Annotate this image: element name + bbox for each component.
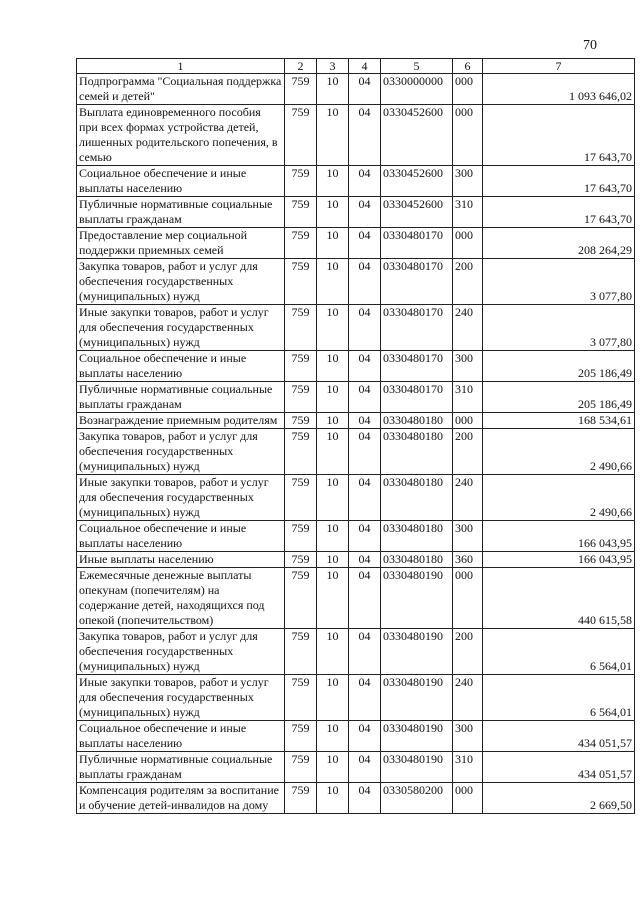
row-code-6: 310 xyxy=(453,197,483,228)
row-code-3: 10 xyxy=(317,429,349,475)
row-code-3: 10 xyxy=(317,74,349,105)
row-code-2: 759 xyxy=(285,197,317,228)
row-code-5: 0330480170 xyxy=(381,382,453,413)
row-code-4: 04 xyxy=(349,568,381,629)
row-code-2: 759 xyxy=(285,629,317,675)
row-name: Публичные нормативные социальные выплаты гражданам xyxy=(77,752,285,783)
header-col-3: 3 xyxy=(317,59,349,74)
row-amount: 208 264,29 xyxy=(483,228,635,259)
row-amount: 1 093 646,02 xyxy=(483,74,635,105)
row-amount: 2 490,66 xyxy=(483,429,635,475)
row-code-3: 10 xyxy=(317,228,349,259)
row-code-3: 10 xyxy=(317,382,349,413)
row-code-5: 0330480190 xyxy=(381,629,453,675)
row-code-5: 0330480190 xyxy=(381,752,453,783)
row-code-5: 0330452600 xyxy=(381,166,453,197)
table-row xyxy=(77,429,635,475)
page-number: 70 xyxy=(583,38,597,53)
row-code-3: 10 xyxy=(317,105,349,166)
row-amount: 205 186,49 xyxy=(483,382,635,413)
row-code-2: 759 xyxy=(285,552,317,568)
header-col-2: 2 xyxy=(285,59,317,74)
row-code-5: 0330000000 xyxy=(381,74,453,105)
row-name: Социальное обеспечение и иные выплаты населению xyxy=(77,166,285,197)
row-code-2: 759 xyxy=(285,521,317,552)
row-code-5: 0330480180 xyxy=(381,413,453,429)
row-code-3: 10 xyxy=(317,752,349,783)
row-code-3: 10 xyxy=(317,259,349,305)
row-name: Выплата единовременного пособия при всех формах устройства детей, лишенных родительского попечения, в семью xyxy=(77,105,285,166)
row-amount: 17 643,70 xyxy=(483,197,635,228)
row-name: Иные выплаты населению xyxy=(77,552,285,568)
row-code-2: 759 xyxy=(285,413,317,429)
row-code-6: 240 xyxy=(453,475,483,521)
row-code-6: 200 xyxy=(453,429,483,475)
row-amount: 166 043,95 xyxy=(483,521,635,552)
row-code-6: 000 xyxy=(453,228,483,259)
row-code-3: 10 xyxy=(317,305,349,351)
row-amount: 2 669,50 xyxy=(483,783,635,814)
table-row xyxy=(77,413,635,429)
row-code-6: 200 xyxy=(453,259,483,305)
row-code-6: 000 xyxy=(453,413,483,429)
row-name: Закупка товаров, работ и услуг для обеспечения государственных (муниципальных) нужд xyxy=(77,259,285,305)
row-code-6: 000 xyxy=(453,568,483,629)
row-amount: 434 051,57 xyxy=(483,721,635,752)
table-row xyxy=(77,228,635,259)
row-code-5: 0330480170 xyxy=(381,351,453,382)
row-code-6: 300 xyxy=(453,721,483,752)
row-code-2: 759 xyxy=(285,783,317,814)
row-amount: 17 643,70 xyxy=(483,105,635,166)
row-code-2: 759 xyxy=(285,721,317,752)
row-code-3: 10 xyxy=(317,552,349,568)
row-code-4: 04 xyxy=(349,721,381,752)
row-code-4: 04 xyxy=(349,413,381,429)
row-amount: 205 186,49 xyxy=(483,351,635,382)
row-code-2: 759 xyxy=(285,475,317,521)
row-amount: 6 564,01 xyxy=(483,629,635,675)
table-row xyxy=(77,552,635,568)
table-header-row xyxy=(77,59,635,74)
row-code-3: 10 xyxy=(317,197,349,228)
row-code-4: 04 xyxy=(349,228,381,259)
row-code-3: 10 xyxy=(317,166,349,197)
table-row xyxy=(77,105,635,166)
table-row xyxy=(77,783,635,814)
row-code-3: 10 xyxy=(317,475,349,521)
row-code-3: 10 xyxy=(317,351,349,382)
row-code-2: 759 xyxy=(285,228,317,259)
table-row xyxy=(77,568,635,629)
row-code-4: 04 xyxy=(349,382,381,413)
row-code-5: 0330480190 xyxy=(381,721,453,752)
row-name: Закупка товаров, работ и услуг для обеспечения государственных (муниципальных) нужд xyxy=(77,429,285,475)
header-col-4: 4 xyxy=(349,59,381,74)
table-row xyxy=(77,166,635,197)
row-amount: 6 564,01 xyxy=(483,675,635,721)
header-col-1: 1 xyxy=(77,59,285,74)
row-code-3: 10 xyxy=(317,568,349,629)
header-col-5: 5 xyxy=(381,59,453,74)
row-code-4: 04 xyxy=(349,675,381,721)
row-name: Социальное обеспечение и иные выплаты населению xyxy=(77,351,285,382)
row-amount: 440 615,58 xyxy=(483,568,635,629)
row-code-3: 10 xyxy=(317,675,349,721)
table-row xyxy=(77,197,635,228)
row-code-4: 04 xyxy=(349,351,381,382)
row-code-5: 0330480170 xyxy=(381,305,453,351)
row-code-4: 04 xyxy=(349,521,381,552)
row-code-5: 0330580200 xyxy=(381,783,453,814)
row-code-4: 04 xyxy=(349,74,381,105)
row-code-5: 0330480190 xyxy=(381,675,453,721)
row-code-5: 0330480180 xyxy=(381,475,453,521)
row-amount: 166 043,95 xyxy=(483,552,635,568)
row-code-4: 04 xyxy=(349,629,381,675)
row-code-2: 759 xyxy=(285,752,317,783)
row-name: Закупка товаров, работ и услуг для обеспечения государственных (муниципальных) нужд xyxy=(77,629,285,675)
row-code-5: 0330480180 xyxy=(381,552,453,568)
row-code-3: 10 xyxy=(317,413,349,429)
row-code-4: 04 xyxy=(349,166,381,197)
row-code-6: 000 xyxy=(453,783,483,814)
row-name: Иные закупки товаров, работ и услуг для обеспечения государственных (муниципальных) нужд xyxy=(77,475,285,521)
row-code-4: 04 xyxy=(349,259,381,305)
row-amount: 17 643,70 xyxy=(483,166,635,197)
row-amount: 2 490,66 xyxy=(483,475,635,521)
table-row xyxy=(77,752,635,783)
row-code-6: 240 xyxy=(453,675,483,721)
row-code-4: 04 xyxy=(349,305,381,351)
row-code-2: 759 xyxy=(285,675,317,721)
table-row xyxy=(77,259,635,305)
row-code-6: 200 xyxy=(453,629,483,675)
row-name: Предоставление мер социальной поддержки приемных семей xyxy=(77,228,285,259)
row-code-3: 10 xyxy=(317,521,349,552)
row-code-5: 0330480180 xyxy=(381,521,453,552)
row-name: Подпрограмма "Социальная поддержка семей и детей" xyxy=(77,74,285,105)
row-code-5: 0330480170 xyxy=(381,259,453,305)
table-row xyxy=(77,74,635,105)
table-row xyxy=(77,351,635,382)
row-code-4: 04 xyxy=(349,752,381,783)
table-row xyxy=(77,382,635,413)
budget-table xyxy=(76,58,635,814)
row-code-6: 300 xyxy=(453,166,483,197)
row-code-6: 360 xyxy=(453,552,483,568)
row-code-4: 04 xyxy=(349,552,381,568)
row-name: Социальное обеспечение и иные выплаты населению xyxy=(77,521,285,552)
row-name: Иные закупки товаров, работ и услуг для обеспечения государственных (муниципальных) нужд xyxy=(77,675,285,721)
row-code-2: 759 xyxy=(285,305,317,351)
row-name: Публичные нормативные социальные выплаты гражданам xyxy=(77,382,285,413)
row-code-5: 0330452600 xyxy=(381,105,453,166)
row-code-4: 04 xyxy=(349,783,381,814)
table-row xyxy=(77,629,635,675)
row-amount: 168 534,61 xyxy=(483,413,635,429)
row-code-2: 759 xyxy=(285,382,317,413)
row-code-3: 10 xyxy=(317,629,349,675)
row-code-5: 0330480180 xyxy=(381,429,453,475)
row-code-6: 310 xyxy=(453,752,483,783)
row-name: Публичные нормативные социальные выплаты гражданам xyxy=(77,197,285,228)
row-code-4: 04 xyxy=(349,429,381,475)
row-code-3: 10 xyxy=(317,721,349,752)
row-code-6: 310 xyxy=(453,382,483,413)
row-code-6: 300 xyxy=(453,521,483,552)
table-row xyxy=(77,305,635,351)
row-amount: 434 051,57 xyxy=(483,752,635,783)
table-row xyxy=(77,475,635,521)
row-code-4: 04 xyxy=(349,197,381,228)
table-row xyxy=(77,521,635,552)
row-code-6: 000 xyxy=(453,105,483,166)
row-amount: 3 077,80 xyxy=(483,259,635,305)
row-code-3: 10 xyxy=(317,783,349,814)
row-name: Вознаграждение приемным родителям xyxy=(77,413,285,429)
row-code-2: 759 xyxy=(285,105,317,166)
row-code-2: 759 xyxy=(285,351,317,382)
row-code-2: 759 xyxy=(285,166,317,197)
row-name: Иные закупки товаров, работ и услуг для обеспечения государственных (муниципальных) нужд xyxy=(77,305,285,351)
row-code-6: 300 xyxy=(453,351,483,382)
row-code-6: 000 xyxy=(453,74,483,105)
row-code-2: 759 xyxy=(285,259,317,305)
row-name: Социальное обеспечение и иные выплаты населению xyxy=(77,721,285,752)
table-row xyxy=(77,721,635,752)
row-code-2: 759 xyxy=(285,568,317,629)
header-col-7: 7 xyxy=(483,59,635,74)
row-code-5: 0330480190 xyxy=(381,568,453,629)
row-code-2: 759 xyxy=(285,429,317,475)
header-col-6: 6 xyxy=(453,59,483,74)
row-name: Ежемесячные денежные выплаты опекунам (попечителям) на содержание детей, находящихся под опекой (попечительством) xyxy=(77,568,285,629)
row-code-2: 759 xyxy=(285,74,317,105)
row-name: Компенсация родителям за воспитание и обучение детей-инвалидов на дому xyxy=(77,783,285,814)
row-code-5: 0330452600 xyxy=(381,197,453,228)
row-amount: 3 077,80 xyxy=(483,305,635,351)
row-code-4: 04 xyxy=(349,475,381,521)
row-code-6: 240 xyxy=(453,305,483,351)
row-code-4: 04 xyxy=(349,105,381,166)
row-code-5: 0330480170 xyxy=(381,228,453,259)
table-row xyxy=(77,675,635,721)
